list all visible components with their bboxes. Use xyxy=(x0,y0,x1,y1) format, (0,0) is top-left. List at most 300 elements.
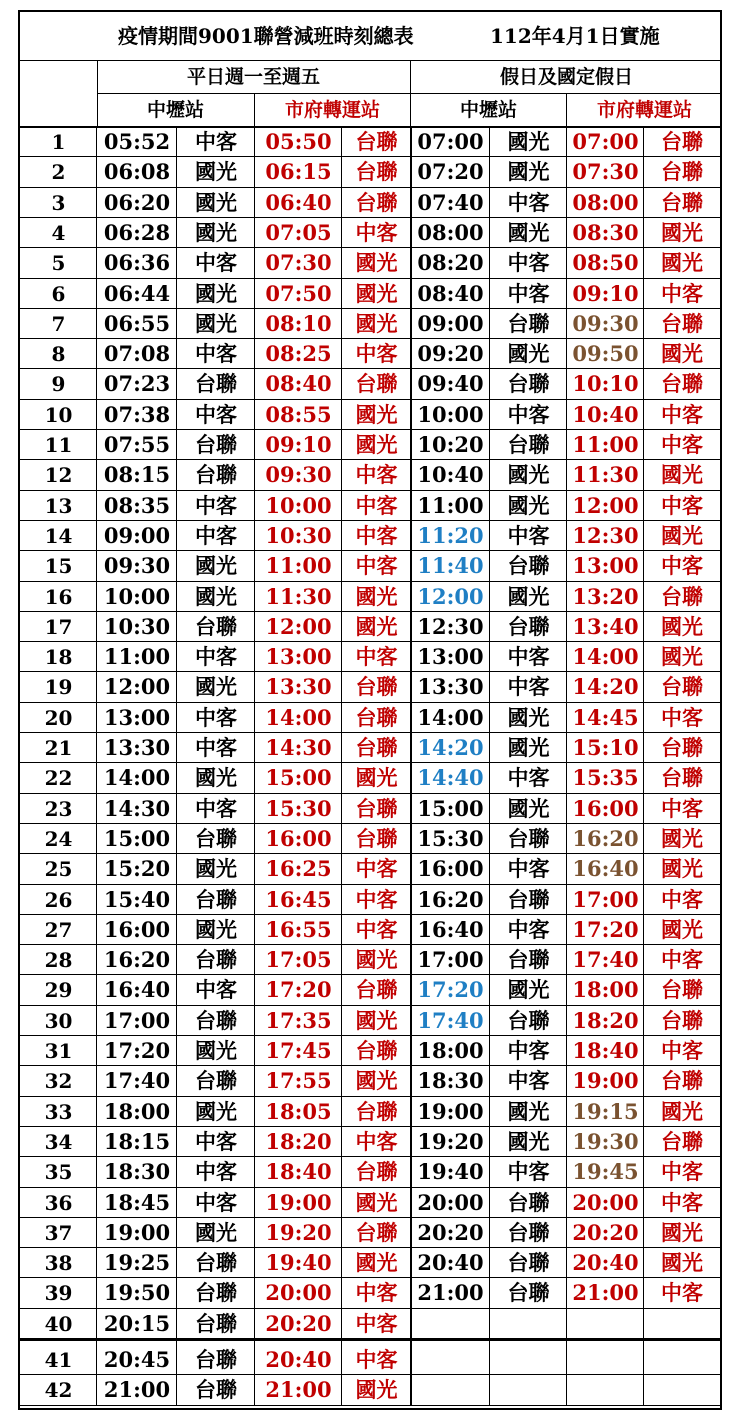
row-number: 33 xyxy=(44,1099,73,1124)
row-number: 16 xyxy=(44,584,73,609)
weekday-zhongli-operator: 台聯 xyxy=(195,947,237,973)
holiday-zhongli-operator: 國光 xyxy=(507,219,550,245)
weekday-cityhall-operator: 中客 xyxy=(355,916,398,942)
weekday-zhongli-time: 13:00 xyxy=(103,704,171,730)
weekday-zhongli-operator: 台聯 xyxy=(195,1310,237,1336)
weekday-cityhall-operator: 台聯 xyxy=(355,129,398,154)
holiday-cityhall-operator: 國光 xyxy=(661,613,703,639)
weekday-cityhall-time: 20:00 xyxy=(265,1280,332,1306)
holiday-zhongli-operator xyxy=(490,1309,567,1339)
holiday-zhongli-time: 07:20 xyxy=(417,159,484,185)
holiday-cityhall-operator: 台聯 xyxy=(661,583,703,609)
row-number: 7 xyxy=(51,311,66,336)
holiday-zhongli-operator: 中客 xyxy=(507,765,550,791)
weekday-cityhall-operator: 台聯 xyxy=(355,704,398,730)
holiday-zhongli-time xyxy=(411,1375,490,1405)
holiday-zhongli-operator: 台聯 xyxy=(507,1219,550,1245)
weekday-zhongli-time: 18:15 xyxy=(103,1128,171,1154)
holiday-cityhall-time: 17:40 xyxy=(572,947,639,973)
weekday-cityhall-operator: 國光 xyxy=(355,401,398,427)
weekday-cityhall-time: 07:05 xyxy=(265,219,332,245)
row-number: 19 xyxy=(44,675,73,700)
weekday-zhongli-header: 中壢站 xyxy=(146,99,204,121)
weekday-zhongli-operator: 台聯 xyxy=(195,1250,237,1276)
weekday-cityhall-operator: 國光 xyxy=(355,765,398,791)
weekday-cityhall-time: 08:10 xyxy=(265,310,332,336)
holiday-cityhall-operator: 中客 xyxy=(661,280,703,306)
holiday-cityhall-operator xyxy=(644,1309,720,1339)
weekday-cityhall-time: 16:25 xyxy=(265,856,332,882)
holiday-zhongli-operator: 台聯 xyxy=(507,432,550,457)
holiday-cityhall-operator: 台聯 xyxy=(661,371,703,397)
holiday-cityhall-operator: 台聯 xyxy=(661,129,703,154)
holiday-zhongli-time: 18:30 xyxy=(417,1068,484,1094)
weekday-cityhall-operator: 台聯 xyxy=(355,1098,398,1124)
weekday-zhongli-operator: 國光 xyxy=(195,159,237,185)
timetable-title-bar xyxy=(20,14,720,58)
weekday-cityhall-operator: 中客 xyxy=(355,219,398,245)
weekday-cityhall-time: 08:25 xyxy=(265,341,332,367)
holiday-zhongli-operator: 中客 xyxy=(507,250,550,276)
holiday-cityhall-time: 08:50 xyxy=(572,250,639,276)
weekday-cityhall-time: 15:30 xyxy=(265,795,332,821)
weekday-cityhall-operator: 中客 xyxy=(355,1280,398,1306)
holiday-zhongli-operator: 台聯 xyxy=(507,371,550,397)
holiday-zhongli-operator: 中客 xyxy=(507,189,550,215)
holiday-cityhall-operator: 國光 xyxy=(661,856,703,882)
holiday-cityhall-time: 21:00 xyxy=(572,1280,639,1306)
holiday-cityhall-operator: 中客 xyxy=(661,1038,703,1063)
weekday-cityhall-operator: 中客 xyxy=(355,341,398,367)
holiday-cityhall-time: 19:45 xyxy=(572,1159,639,1185)
holiday-cityhall-time: 19:30 xyxy=(572,1128,639,1154)
holiday-cityhall-operator: 中客 xyxy=(661,704,703,730)
holiday-cityhall-operator: 中客 xyxy=(661,492,703,518)
holiday-cityhall-operator: 中客 xyxy=(661,795,703,821)
holiday-cityhall-operator: 國光 xyxy=(661,341,703,367)
column-divider xyxy=(176,127,177,1406)
holiday-cityhall-time: 10:40 xyxy=(572,401,639,427)
weekday-zhongli-time: 15:40 xyxy=(103,886,171,912)
weekday-zhongli-operator: 中客 xyxy=(195,341,237,367)
holiday-zhongli-operator: 國光 xyxy=(507,492,550,518)
row-number: 37 xyxy=(44,1220,73,1245)
holiday-zhongli-time: 14:20 xyxy=(417,735,484,760)
weekday-zhongli-time: 16:40 xyxy=(103,977,171,1003)
holiday-cityhall-operator: 中客 xyxy=(661,432,703,457)
weekday-cityhall-operator: 國光 xyxy=(355,1068,398,1094)
holiday-zhongli-operator: 中客 xyxy=(507,1159,550,1185)
holiday-cityhall-time: 20:20 xyxy=(572,1219,639,1245)
holiday-cityhall-operator: 中客 xyxy=(661,1189,703,1215)
holiday-zhongli-operator: 國光 xyxy=(507,977,550,1003)
holiday-cityhall-time: 20:40 xyxy=(572,1250,639,1276)
weekday-zhongli-operator: 中客 xyxy=(195,1189,237,1215)
holiday-cityhall-time: 14:20 xyxy=(572,674,639,700)
column-divider xyxy=(410,127,412,1406)
weekday-zhongli-operator: 中客 xyxy=(195,977,237,1003)
holiday-zhongli-time: 11:00 xyxy=(417,492,484,518)
holiday-zhongli-time: 09:20 xyxy=(417,341,484,367)
holiday-zhongli-time: 14:40 xyxy=(417,765,484,791)
holiday-cityhall-time: 09:50 xyxy=(572,341,639,367)
weekday-cityhall-operator: 台聯 xyxy=(355,1159,398,1185)
row-number: 4 xyxy=(51,220,66,245)
weekday-cityhall-operator: 國光 xyxy=(355,1250,398,1276)
weekday-cityhall-time: 09:10 xyxy=(265,432,332,457)
holiday-cityhall-time: 18:40 xyxy=(572,1038,639,1063)
holiday-zhongli-operator: 國光 xyxy=(507,1128,550,1154)
holiday-zhongli-time: 15:00 xyxy=(417,795,484,821)
holiday-zhongli-time: 10:40 xyxy=(417,462,484,488)
weekday-cityhall-time: 12:00 xyxy=(265,613,332,639)
holiday-zhongli-operator: 國光 xyxy=(507,129,550,154)
holiday-zhongli-operator: 國光 xyxy=(507,795,550,821)
holiday-cityhall-time: 16:00 xyxy=(572,795,639,821)
weekday-cityhall-time: 13:30 xyxy=(265,674,332,700)
holiday-cityhall-time: 19:15 xyxy=(572,1098,639,1124)
holiday-cityhall-operator xyxy=(644,1375,720,1405)
holiday-cityhall-time: 18:20 xyxy=(572,1007,639,1033)
weekday-zhongli-operator: 台聯 xyxy=(195,1068,237,1094)
weekday-cityhall-time: 05:50 xyxy=(265,129,332,154)
weekday-zhongli-operator: 國光 xyxy=(195,553,237,579)
row-number: 26 xyxy=(44,887,73,912)
row-number: 35 xyxy=(44,1160,73,1185)
row-number: 23 xyxy=(44,796,73,821)
row-number: 12 xyxy=(44,463,73,488)
holiday-cityhall-time: 07:30 xyxy=(572,159,639,185)
row-number: 3 xyxy=(51,190,66,215)
holiday-zhongli-operator: 中客 xyxy=(507,1068,550,1094)
holiday-cityhall-time: 14:00 xyxy=(572,644,639,670)
weekday-zhongli-operator: 國光 xyxy=(195,1098,237,1124)
weekday-cityhall-operator: 中客 xyxy=(355,1310,398,1336)
holiday-zhongli-time: 20:00 xyxy=(417,1189,484,1215)
weekday-zhongli-time: 17:40 xyxy=(103,1068,171,1094)
holiday-zhongli-time: 11:20 xyxy=(417,522,484,548)
weekday-zhongli-operator: 台聯 xyxy=(195,1280,237,1306)
row-number: 38 xyxy=(44,1251,73,1276)
holiday-zhongli-time: 08:00 xyxy=(417,219,484,245)
weekday-cityhall-time: 18:05 xyxy=(265,1098,332,1124)
weekday-zhongli-time: 20:15 xyxy=(103,1310,171,1336)
row-number: 29 xyxy=(44,978,73,1003)
weekday-zhongli-time: 21:00 xyxy=(103,1377,171,1403)
row-number: 22 xyxy=(44,766,73,791)
holiday-zhongli-time: 09:40 xyxy=(417,371,484,397)
weekday-zhongli-operator: 國光 xyxy=(195,280,237,306)
holiday-zhongli-time: 10:20 xyxy=(417,432,484,457)
weekday-cityhall-operator: 中客 xyxy=(355,856,398,882)
weekday-cityhall-operator: 國光 xyxy=(355,1377,398,1403)
column-divider xyxy=(566,127,567,1406)
weekday-zhongli-operator: 國光 xyxy=(195,856,237,882)
weekday-zhongli-time: 18:00 xyxy=(103,1098,171,1124)
weekday-cityhall-operator: 中客 xyxy=(355,886,398,912)
holiday-cityhall-time: 17:20 xyxy=(572,916,639,942)
weekday-zhongli-time: 07:55 xyxy=(103,432,171,457)
column-divider xyxy=(489,127,490,1406)
holiday-zhongli-operator: 台聯 xyxy=(507,947,550,973)
header-station-divider xyxy=(566,93,567,127)
holiday-zhongli-time: 07:00 xyxy=(417,129,484,154)
holiday-zhongli-operator: 國光 xyxy=(507,704,550,730)
weekday-zhongli-operator: 台聯 xyxy=(195,1007,237,1033)
holiday-cityhall-time: 16:40 xyxy=(572,856,639,882)
holiday-cityhall-operator: 中客 xyxy=(661,401,703,427)
holiday-cityhall-operator: 國光 xyxy=(661,1250,703,1276)
weekday-zhongli-operator: 中客 xyxy=(195,522,237,548)
row-number: 9 xyxy=(51,372,66,397)
holiday-cityhall-operator: 台聯 xyxy=(661,189,703,215)
holiday-zhongli-operator: 中客 xyxy=(507,522,550,548)
effective-date: 112年4月1日實施 xyxy=(490,24,660,48)
weekday-cityhall-operator: 中客 xyxy=(355,462,398,488)
weekday-cityhall-time: 20:20 xyxy=(265,1310,332,1336)
weekday-cityhall-header: 市府轉運站 xyxy=(284,99,380,121)
row-number: 8 xyxy=(51,342,66,367)
weekday-cityhall-operator: 國光 xyxy=(355,583,398,609)
weekday-cityhall-time: 17:55 xyxy=(265,1068,332,1094)
weekday-zhongli-time: 06:55 xyxy=(103,310,171,336)
holiday-cityhall-time: 07:00 xyxy=(572,129,639,154)
weekday-cityhall-operator: 國光 xyxy=(355,432,398,457)
holiday-cityhall-operator: 台聯 xyxy=(661,765,703,791)
holiday-cityhall-time: 08:30 xyxy=(572,219,639,245)
holiday-group-header: 假日及國定假日 xyxy=(499,66,633,88)
holiday-zhongli-time: 16:40 xyxy=(417,916,484,942)
holiday-cityhall-time: 11:00 xyxy=(572,432,639,457)
holiday-zhongli-time: 12:30 xyxy=(417,613,484,639)
holiday-zhongli-operator: 國光 xyxy=(507,462,550,488)
weekday-zhongli-time: 19:00 xyxy=(103,1219,171,1245)
row-number: 10 xyxy=(44,402,73,427)
row-number: 42 xyxy=(44,1378,73,1403)
weekday-zhongli-time: 15:00 xyxy=(103,825,171,851)
row-number: 28 xyxy=(44,948,73,973)
weekday-zhongli-time: 06:20 xyxy=(103,189,171,215)
row-number: 30 xyxy=(44,1008,73,1033)
weekday-cityhall-operator: 台聯 xyxy=(355,1038,398,1063)
row-number: 2 xyxy=(51,160,66,185)
holiday-zhongli-time: 21:00 xyxy=(417,1280,484,1306)
holiday-cityhall-operator: 台聯 xyxy=(661,159,703,185)
weekday-group-header: 平日週一至週五 xyxy=(186,66,320,88)
holiday-zhongli-time: 18:00 xyxy=(417,1038,484,1063)
weekday-zhongli-time: 07:38 xyxy=(103,401,171,427)
row-number: 11 xyxy=(44,433,73,457)
holiday-zhongli-time: 08:20 xyxy=(417,250,484,276)
weekday-cityhall-time: 17:20 xyxy=(265,977,332,1003)
row-number: 20 xyxy=(44,705,73,730)
weekday-zhongli-operator: 中客 xyxy=(195,1128,237,1154)
holiday-zhongli-time: 13:00 xyxy=(417,644,484,670)
weekday-zhongli-operator: 台聯 xyxy=(195,613,237,639)
holiday-zhongli-operator: 台聯 xyxy=(507,1250,550,1276)
weekday-cityhall-time: 14:30 xyxy=(265,735,332,760)
holiday-zhongli-operator: 國光 xyxy=(507,1098,550,1124)
weekday-zhongli-time: 15:20 xyxy=(103,856,171,882)
holiday-zhongli-operator: 台聯 xyxy=(507,825,550,851)
holiday-zhongli-operator: 台聯 xyxy=(507,886,550,912)
holiday-zhongli-time: 17:20 xyxy=(417,977,484,1003)
holiday-zhongli-operator: 中客 xyxy=(507,401,550,427)
holiday-zhongli-operator xyxy=(490,1375,567,1405)
holiday-zhongli-time: 19:20 xyxy=(417,1128,484,1154)
weekday-cityhall-operator: 台聯 xyxy=(355,371,398,397)
weekday-cityhall-time: 11:30 xyxy=(265,583,332,609)
weekday-zhongli-operator: 國光 xyxy=(195,583,237,609)
holiday-cityhall-time: 12:00 xyxy=(572,492,639,518)
holiday-cityhall-operator: 台聯 xyxy=(661,674,703,700)
holiday-zhongli-operator: 中客 xyxy=(507,1038,550,1063)
holiday-cityhall-time: 18:00 xyxy=(572,977,639,1003)
holiday-zhongli-time: 13:30 xyxy=(417,674,484,700)
weekday-cityhall-operator: 台聯 xyxy=(355,977,398,1003)
weekday-cityhall-operator: 中客 xyxy=(355,522,398,548)
weekday-zhongli-operator: 台聯 xyxy=(195,1347,237,1372)
weekday-zhongli-time: 09:30 xyxy=(103,553,171,579)
holiday-zhongli-operator: 中客 xyxy=(507,856,550,882)
weekday-cityhall-time: 13:00 xyxy=(265,644,332,670)
weekday-zhongli-operator: 台聯 xyxy=(195,825,237,851)
holiday-cityhall-operator: 台聯 xyxy=(661,1068,703,1094)
weekday-cityhall-operator: 台聯 xyxy=(355,674,398,700)
column-divider xyxy=(341,127,342,1406)
weekday-cityhall-operator: 中客 xyxy=(355,644,398,670)
weekday-cityhall-operator: 國光 xyxy=(355,947,398,973)
holiday-cityhall-time: 08:00 xyxy=(572,189,639,215)
holiday-cityhall-operator: 國光 xyxy=(661,219,703,245)
row-number: 6 xyxy=(51,281,66,306)
weekday-cityhall-operator: 國光 xyxy=(355,613,398,639)
weekday-zhongli-time: 07:23 xyxy=(103,371,171,397)
weekday-cityhall-time: 17:05 xyxy=(265,947,332,973)
holiday-cityhall-time: 16:20 xyxy=(572,825,639,851)
weekday-cityhall-operator: 中客 xyxy=(355,1347,398,1372)
holiday-cityhall-time: 14:45 xyxy=(572,704,639,730)
weekday-cityhall-operator: 國光 xyxy=(355,1189,398,1215)
weekday-zhongli-operator: 台聯 xyxy=(195,1377,237,1403)
weekday-cityhall-time: 18:20 xyxy=(265,1128,332,1154)
holiday-cityhall-time xyxy=(567,1345,644,1375)
weekday-cityhall-time: 19:40 xyxy=(265,1250,332,1276)
weekday-zhongli-operator: 國光 xyxy=(195,1219,237,1245)
holiday-cityhall-time: 09:30 xyxy=(572,310,639,336)
weekday-zhongli-operator: 中客 xyxy=(195,1159,237,1185)
holiday-cityhall-operator: 國光 xyxy=(661,1219,703,1245)
weekday-zhongli-operator: 中客 xyxy=(195,401,237,427)
weekday-cityhall-operator: 台聯 xyxy=(355,735,398,760)
row-number: 27 xyxy=(44,917,73,942)
weekday-cityhall-time: 11:00 xyxy=(265,553,332,579)
holiday-zhongli-operator: 中客 xyxy=(507,644,550,670)
weekday-zhongli-operator: 國光 xyxy=(195,674,237,700)
weekday-zhongli-time: 13:30 xyxy=(103,735,171,760)
holiday-cityhall-time xyxy=(567,1375,644,1405)
holiday-cityhall-operator: 台聯 xyxy=(661,1007,703,1033)
weekday-zhongli-time: 11:00 xyxy=(103,644,171,670)
weekday-zhongli-operator: 中客 xyxy=(195,735,237,760)
header-station-divider xyxy=(254,93,255,127)
column-divider xyxy=(643,127,644,1406)
column-divider xyxy=(96,127,97,1406)
row-number: 14 xyxy=(44,523,73,548)
weekday-zhongli-operator: 中客 xyxy=(195,795,237,821)
weekday-cityhall-time: 10:30 xyxy=(265,522,332,548)
holiday-zhongli-time: 20:20 xyxy=(417,1219,484,1245)
holiday-zhongli-time: 07:40 xyxy=(417,189,484,215)
weekday-zhongli-time: 06:08 xyxy=(103,159,171,185)
weekday-zhongli-operator: 國光 xyxy=(195,916,237,942)
weekday-zhongli-operator: 中客 xyxy=(195,704,237,730)
holiday-cityhall-time: 20:00 xyxy=(572,1189,639,1215)
weekday-zhongli-time: 18:45 xyxy=(103,1189,171,1215)
weekday-cityhall-time: 19:20 xyxy=(265,1219,332,1245)
weekday-cityhall-time: 08:55 xyxy=(265,401,332,427)
weekday-zhongli-time: 09:00 xyxy=(103,522,171,548)
header-col-divider xyxy=(97,60,98,127)
row-number: 41 xyxy=(44,1348,73,1372)
weekday-cityhall-time: 08:40 xyxy=(265,371,332,397)
weekday-zhongli-time: 17:00 xyxy=(103,1007,171,1033)
weekday-cityhall-operator: 台聯 xyxy=(355,825,398,851)
holiday-cityhall-time: 15:35 xyxy=(572,765,639,791)
holiday-cityhall-operator: 中客 xyxy=(661,1280,703,1306)
holiday-cityhall-operator: 台聯 xyxy=(661,310,703,336)
weekday-zhongli-time: 16:20 xyxy=(103,947,171,973)
holiday-zhongli-operator: 中客 xyxy=(507,674,550,700)
weekday-zhongli-time: 19:50 xyxy=(103,1280,171,1306)
weekday-cityhall-operator: 台聯 xyxy=(355,795,398,821)
weekday-cityhall-time: 06:15 xyxy=(265,159,332,185)
row-number: 24 xyxy=(44,826,73,851)
weekday-zhongli-time: 14:00 xyxy=(103,765,171,791)
weekday-zhongli-time: 19:25 xyxy=(103,1250,171,1276)
holiday-zhongli-operator: 中客 xyxy=(507,280,550,306)
weekday-zhongli-time: 12:00 xyxy=(103,674,171,700)
holiday-cityhall-operator: 中客 xyxy=(661,553,703,579)
weekday-zhongli-time: 06:28 xyxy=(103,219,171,245)
row-number: 40 xyxy=(44,1311,73,1336)
holiday-zhongli-operator: 國光 xyxy=(507,341,550,367)
row-number: 39 xyxy=(44,1281,73,1306)
holiday-zhongli-time: 14:00 xyxy=(417,704,484,730)
holiday-zhongli-operator: 國光 xyxy=(507,735,550,760)
holiday-cityhall-operator: 國光 xyxy=(661,916,703,942)
weekday-zhongli-time: 08:35 xyxy=(103,492,171,518)
weekday-zhongli-time: 17:20 xyxy=(103,1038,171,1063)
holiday-zhongli-header: 中壢站 xyxy=(459,99,517,121)
weekday-cityhall-operator: 台聯 xyxy=(355,159,398,185)
weekday-zhongli-time: 06:36 xyxy=(103,250,171,276)
row-number: 32 xyxy=(44,1069,73,1094)
weekday-zhongli-operator: 台聯 xyxy=(195,886,237,912)
row-number: 25 xyxy=(44,857,73,882)
weekday-cityhall-time: 16:55 xyxy=(265,916,332,942)
weekday-zhongli-operator: 中客 xyxy=(195,492,237,518)
weekday-zhongli-time: 18:30 xyxy=(103,1159,171,1185)
weekday-cityhall-operator: 台聯 xyxy=(355,1219,398,1245)
holiday-cityhall-operator: 台聯 xyxy=(661,977,703,1003)
holiday-zhongli-time: 11:40 xyxy=(417,553,484,579)
weekday-zhongli-operator: 台聯 xyxy=(195,462,237,488)
weekday-cityhall-operator: 國光 xyxy=(355,280,398,306)
weekday-zhongli-time: 08:15 xyxy=(103,462,171,488)
weekday-zhongli-operator: 國光 xyxy=(195,1038,237,1063)
holiday-zhongli-time: 12:00 xyxy=(417,583,484,609)
